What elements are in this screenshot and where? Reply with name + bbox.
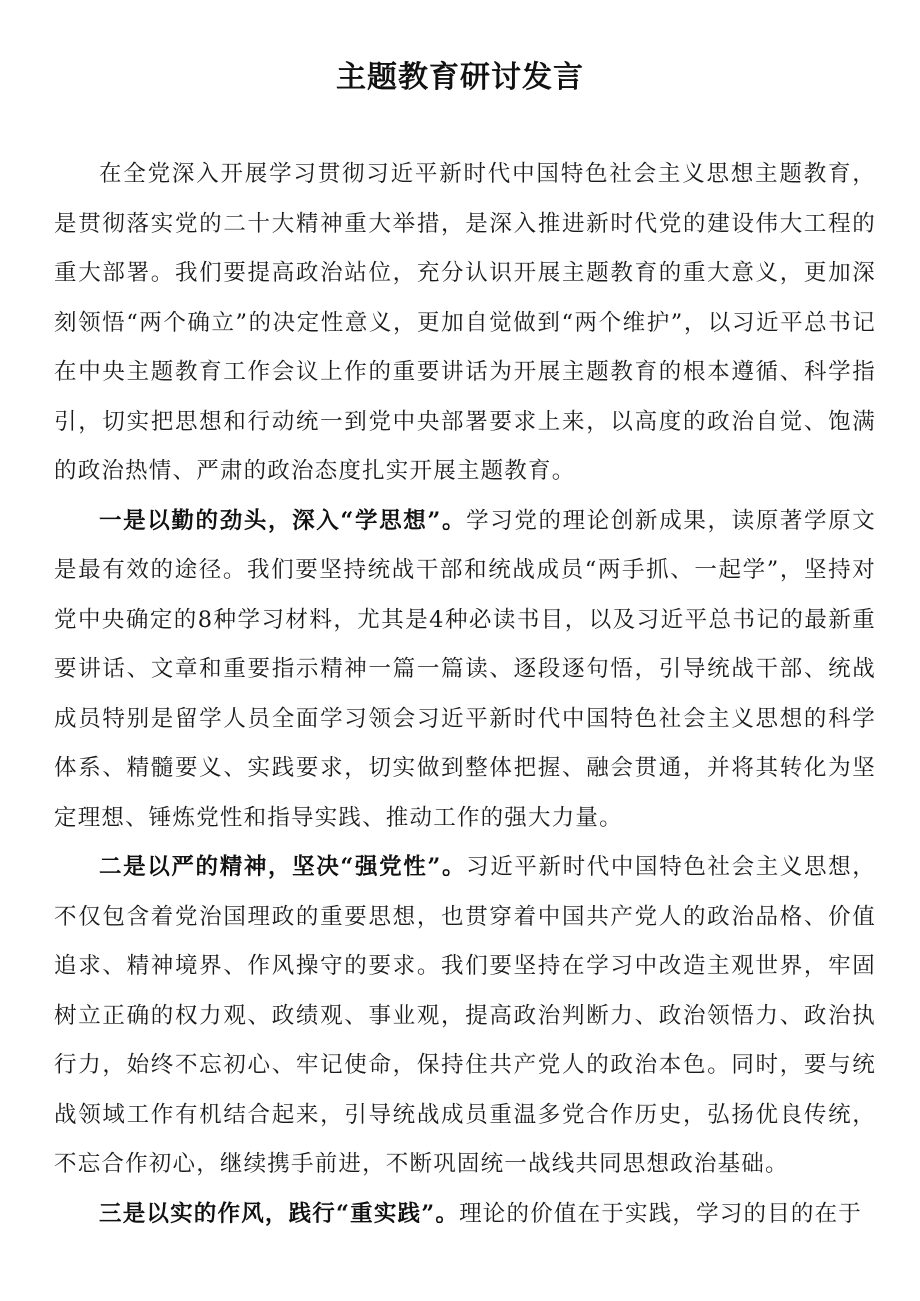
paragraph-lead: 一是以勤的劲头，深入“学思想”。 [99, 507, 467, 534]
paragraph-text: 在全党深入开展学习贯彻习近平新时代中国特色社会主义思想主题教育，是贯彻落实党的二十大精神重大举措，是深入推进新时代党的建设伟大工程的重大部署。我们要提高政治站位，充分认识开展主题教育的重大意义，更加深刻领悟“两个确立”的决定性意义，更加自觉做到“两个维护”，以习近平总书记在中央主题教育工作会议上作的重要讲话为开展主题教育的根本遵循、科学指引，切实把思想和行动统一到党中央部署要求上来，以高度的政治自觉、饱满的政治热情、严肃的政治态度扎实开展主题教育。 [54, 161, 876, 484]
paragraph-text: 理论的价值在于实践，学习的目的在于 [459, 1200, 862, 1227]
document-body [54, 150, 876, 1239]
paragraph-point-two [54, 843, 876, 1190]
paragraph-lead: 三是以实的作风，践行“重实践”。 [99, 1200, 460, 1227]
paragraph-intro [54, 150, 876, 497]
paragraph-point-one [54, 497, 876, 844]
document-title: 主题教育研讨发言 [336, 60, 584, 95]
paragraph-lead: 二是以严的精神，坚决“强党性”。 [99, 854, 467, 880]
paragraph-text: 学习党的理论创新成果，读原著学原文是最有效的途径。我们要坚持统战干部和统战成员“两手抓、一起学”，坚持对党中央确定的8种学习材料，尤其是4种必读书目，以及习近平总书记的最新重要讲话、文章和重要指示精神一篇一篇读、逐段逐句悟，引导统战干部、统战成员特别是留学人员全面学习领会习近平新时代中国特色社会主义思想的科学体系、精髓要义、实践要求，切实做到整体把握、融会贯通，并将其转化为坚定理想、锤炼党性和指导实践、推动工作的强大力量。 [54, 507, 876, 831]
paragraph-point-three [54, 1190, 876, 1240]
paragraph-text: 习近平新时代中国特色社会主义思想，不仅包含着党治国理政的重要思想，也贯穿着中国共产党人的政治品格、价值追求、精神境界、作风操守的要求。我们要坚持在学习中改造主观世界，牢固树立正确的权力观、政绩观、事业观，提高政治判断力、政治领悟力、政治执行力，始终不忘初心、牢记使命，保持住共产党人的政治本色。同时，要与统战领域工作有机结合起来，引导统战成员重温多党合作历史，弘扬优良传统，不忘合作初心，继续携手前进，不断巩固统一战线共同思想政治基础。 [54, 854, 876, 1177]
